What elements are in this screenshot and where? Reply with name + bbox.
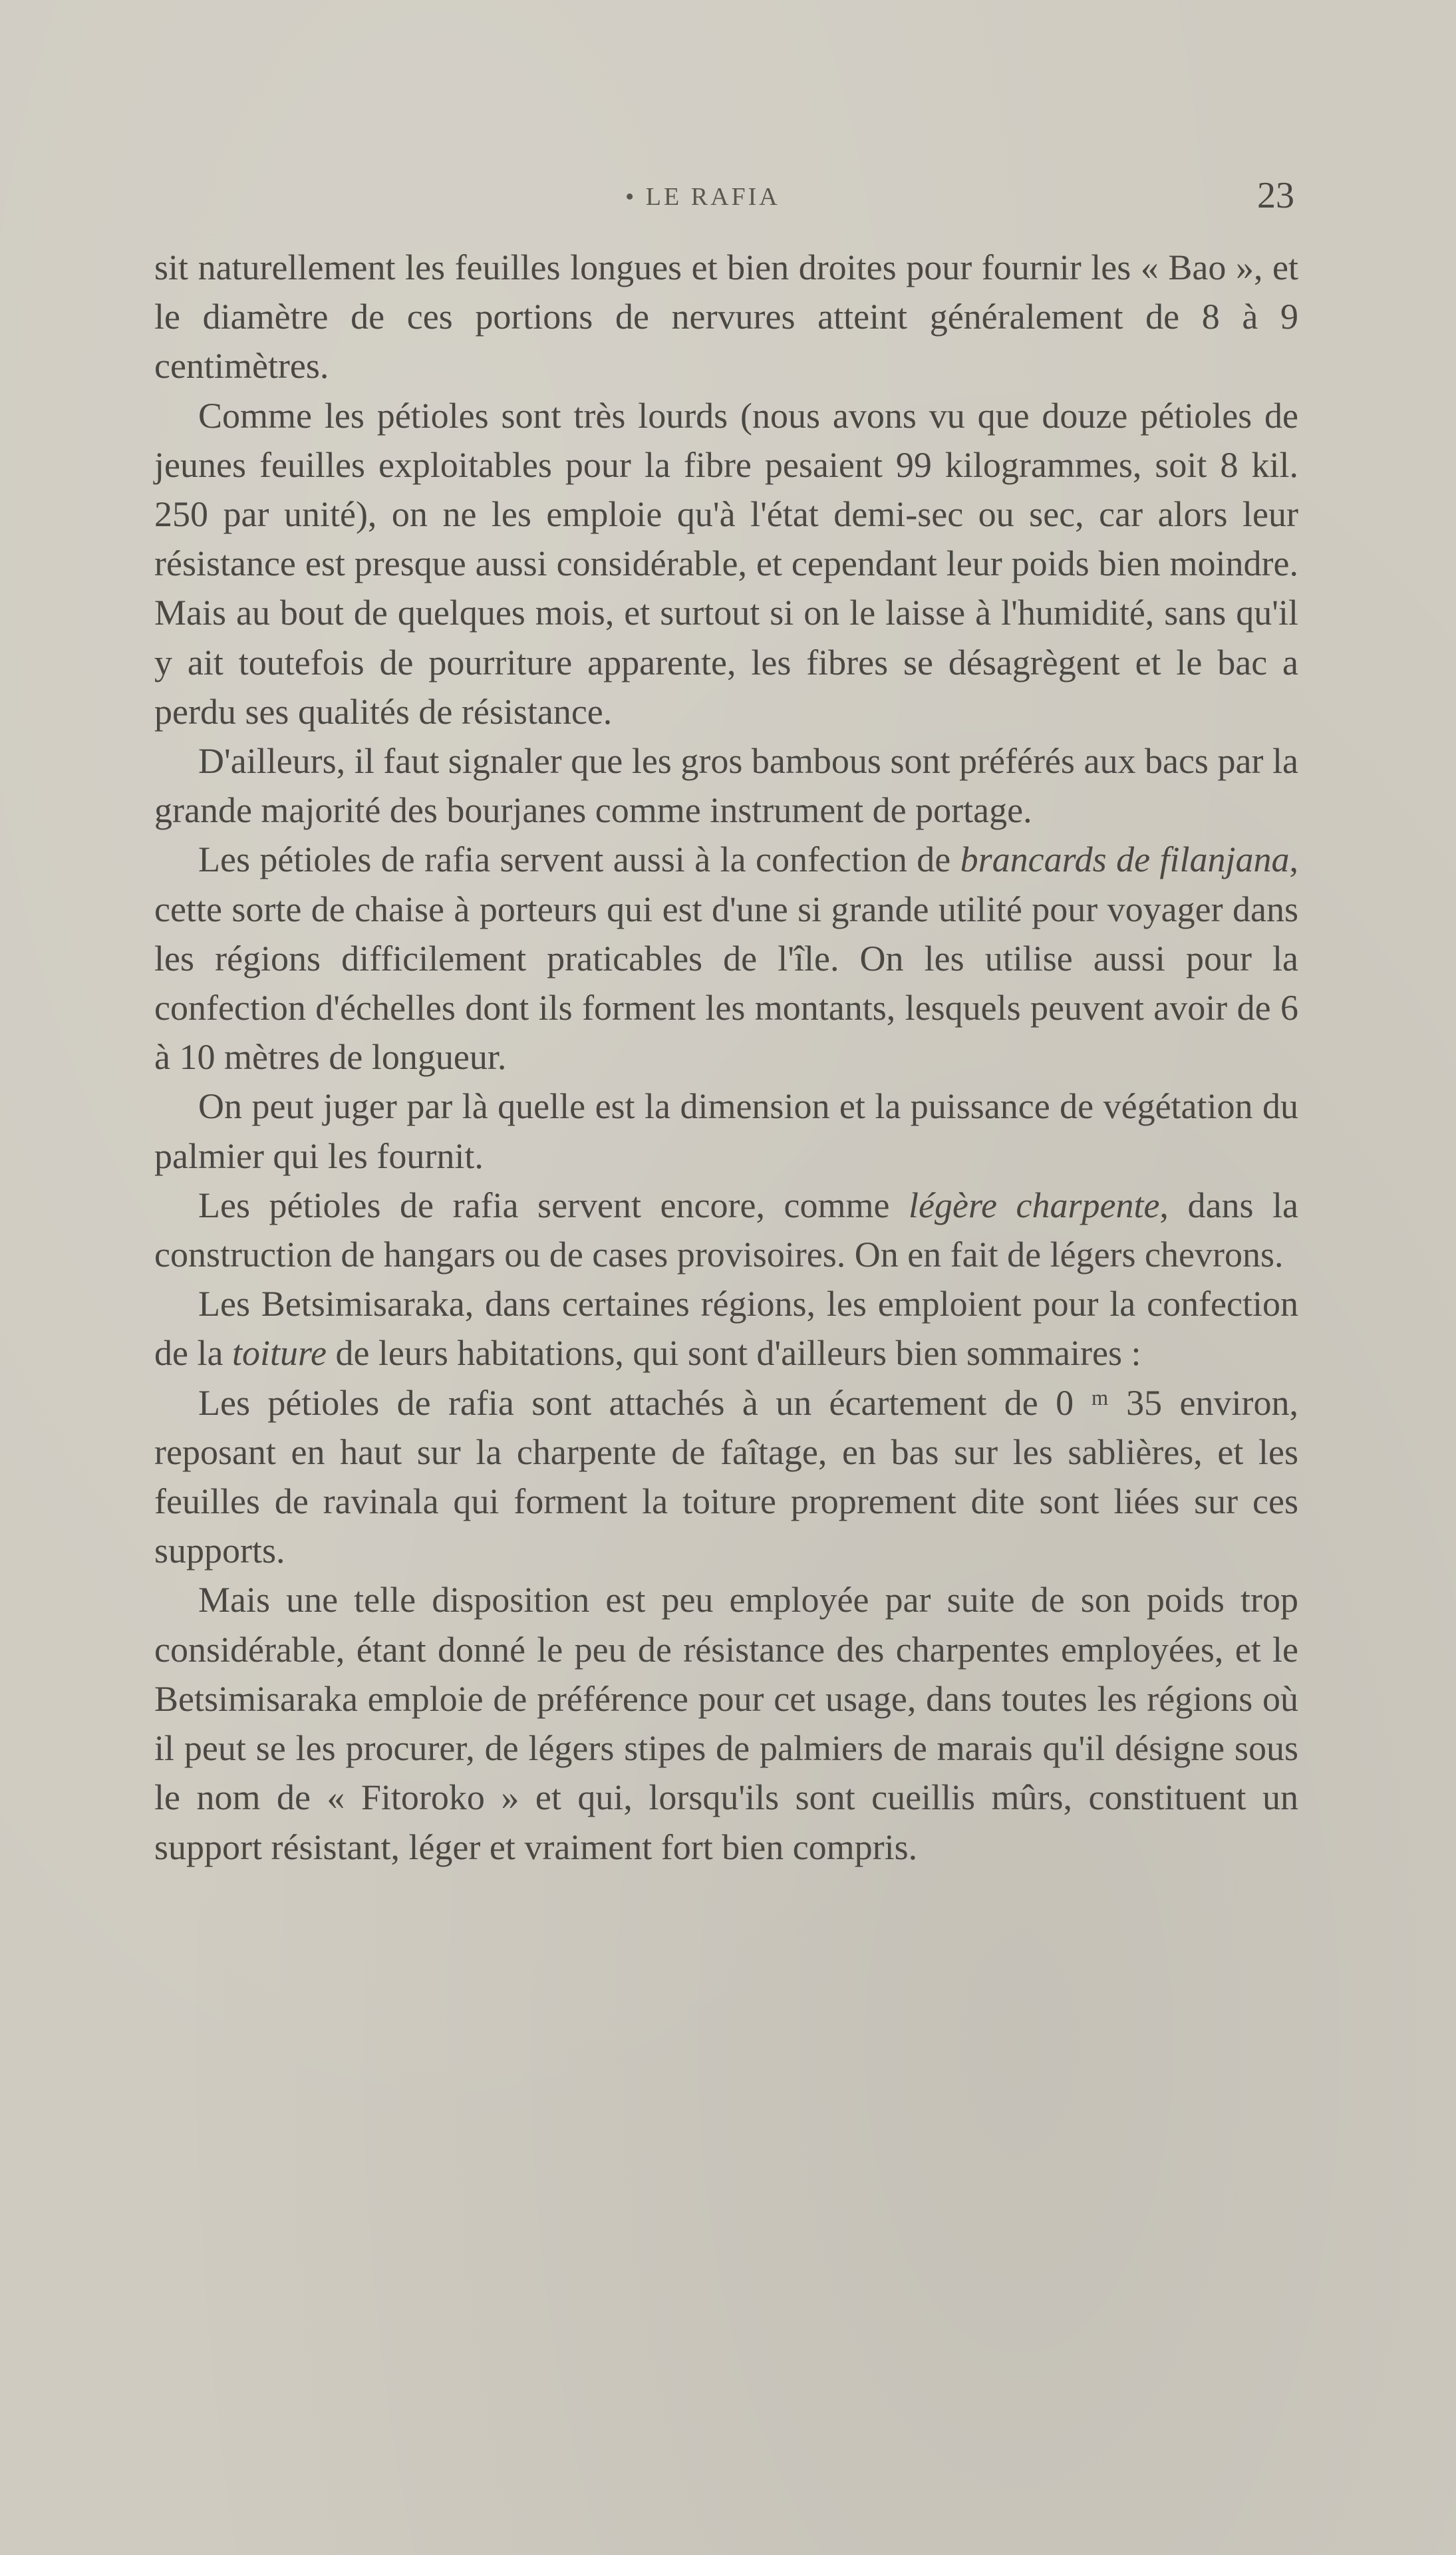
page-number: 23 xyxy=(1257,175,1294,216)
text-run: Mais une telle disposition est peu employée par suite de son poids trop considérable, étant donné le peu de résistance des charpentes employées, et le Betsimisaraka emploie de préférence pour cet usage, dans toutes les régions où il peut se les procurer, de légers stipes de palmiers de marais qu'il désigne sous le nom de « Fitoroko » et qui, lorsqu'ils sont cueillis mûrs, constituent un support résistant, léger et vraiment fort bien compris. xyxy=(154,1580,1298,1867)
text-run: sit naturellement les feuilles longues et bien droites pour fournir les « Bao », et le diamètre de ces portions de nervures atteint généralement de 8 à 9 centimètres. xyxy=(154,247,1298,386)
text-run: Les pétioles de rafia servent aussi à la confection de xyxy=(198,839,960,880)
text-run: Comme les pétioles sont très lourds (nous avons vu que douze pétioles de jeunes feuilles exploitables pour la fibre pesaient 99 kilogrammes, soit 8 kil. 250 par unité), on ne les emploie qu'à l'état demi-sec ou sec, car alors leur résistance est presque aussi considérable, et cependant leur poids bien moindre. Mais au bout de quelques mois, et surtout si on le laisse à l'humidité, sans qu'il y ait toutefois de pourriture apparente, les fibres se désagrègent et le bac a perdu ses qualités de résistance. xyxy=(154,395,1298,732)
text-run: Les pétioles de rafia sont attachés à un écartement de 0 ᵐ 35 environ, reposant en haut sur la charpente de faîtage, en bas sur les sablières, et les feuilles de ravinala qui forment la toiture proprement dite sont liées sur ces supports. xyxy=(154,1382,1298,1571)
paragraph xyxy=(154,1082,1298,1180)
paragraph xyxy=(154,736,1298,835)
text-run: Les Betsimisaraka, dans certaines régions, les emploient pour la confection de la xyxy=(154,1284,1298,1374)
paragraph xyxy=(154,1279,1298,1378)
paragraph xyxy=(154,835,1298,1082)
body-text xyxy=(154,243,1298,1872)
text-run: , dans la construction de hangars ou de cases provisoires. On en fait de légers chevrons. xyxy=(154,1185,1299,1275)
italic-text: légère charpente xyxy=(909,1185,1160,1225)
running-title: • LE RAFIA xyxy=(625,183,780,211)
italic-text: brancards de filanjana xyxy=(960,839,1290,880)
text-run: Les pétioles de rafia servent encore, comme xyxy=(198,1185,909,1225)
paragraph xyxy=(154,1378,1298,1576)
paragraph xyxy=(154,243,1298,391)
running-head xyxy=(0,174,1456,221)
text-run: , cette sorte de chaise à porteurs qui est d'une si grande utilité pour voyager dans les régions difficilement praticables de l'île. On les utilise aussi pour la confection d'échelles dont ils forment les montants, lesquels peuvent avoir de 6 à 10 mètres de longueur. xyxy=(154,839,1298,1078)
text-run: de leurs habitations, qui sont d'ailleurs bien sommaires : xyxy=(326,1333,1141,1374)
paragraph xyxy=(154,1181,1298,1279)
paragraph xyxy=(154,1575,1298,1871)
paragraph xyxy=(154,391,1298,736)
text-run: D'ailleurs, il faut signaler que les gros bambous sont préférés aux bacs par la grande majorité des bourjanes comme instrument de portage. xyxy=(154,741,1298,831)
italic-text: toiture xyxy=(231,1333,327,1374)
text-run: On peut juger par là quelle est la dimension et la puissance de végétation du palmier qui les fournit. xyxy=(154,1086,1298,1176)
